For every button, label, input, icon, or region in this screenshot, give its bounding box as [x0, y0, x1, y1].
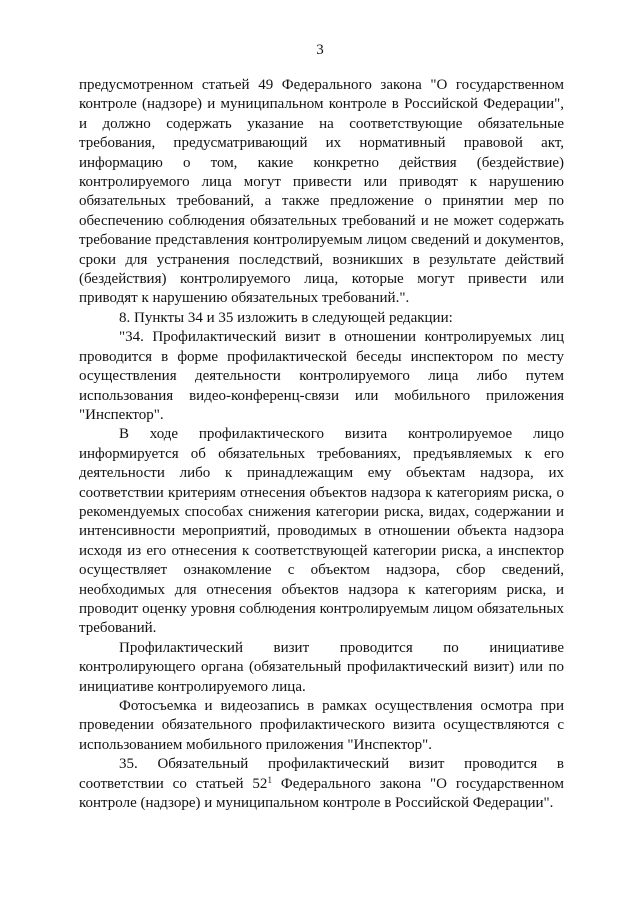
paragraph-item-35	[79, 755, 564, 813]
item-35-text-before: 35. Обязательный профилактический визит проводится в соответствии со статьей 52	[79, 756, 564, 792]
paragraph-photo-video: Фотосъемка и видеозапись в рамках осуществления осмотра при проведении обязательного профилактического визита осуществляются с использованием мобильного приложения "Инспектор".	[79, 698, 564, 753]
paragraph-item-34: "34. Профилактический визит в отношении контролируемых лиц проводится в форме профилактической беседы инспектором по месту осуществления деятельности контролируемого лица либо путем использования видео-конференц-связи или мобильного приложения "Инспектор".	[79, 329, 564, 423]
document-body	[79, 76, 564, 813]
paragraph-visit-content: В ходе профилактического визита контролируемое лицо информируется об обязательных требованиях, предъявляемых к его деятельности либо к принадлежащим ему объектам надзора, их соответствии критериям отнесения объектов надзора к категориям риска, о рекомендуемых способах снижения категории риска, видах, содержании и интенсивности мероприятий, проводимых в отношении объекта надзора исходя из его отнесения к соответствующей категории риска, а инспектор осуществляет ознакомление с объектом надзора, сбор сведений, необходимых для отнесения объектов надзора к категориям риска, и проводит оценку уровня соблюдения контролируемым лицом обязательных требований.	[79, 426, 564, 637]
item-35-superscript: 1	[267, 774, 272, 785]
page-number: 3	[316, 42, 324, 58]
paragraph-item-8: 8. Пункты 34 и 35 изложить в следующей редакции:	[119, 309, 453, 326]
item-35-text-after: Федерального закона "О государственном контроле (надзоре) и муниципальном контроле в Российской Федерации".	[79, 775, 564, 812]
paragraph-continuation: предусмотренном статьей 49 Федерального закона "О государственном контроле (надзоре) и муниципальном контроле в Российской Федерации", и должно содержать указание на соответствующие обязательные требования, предусматривающий их нормативный правовой акт, информацию о том, какие конкретно действия (бездействие) контролируемого лица могут привести или приводят к нарушению обязательных требований, а также предложение о принятии мер по обеспечению соблюдения обязательных требований и не может содержать требование представления контролируемым лицом сведений и документов, сроки для устранения последствий, возникших в результате действий (бездействия) контролируемого лица, которые могут привести или приводят к нарушению обязательных требований.".	[79, 77, 564, 307]
paragraph-visit-initiative: Профилактический визит проводится по инициативе контролирующего органа (обязательный профилактический визит) или по инициативе контролируемого лица.	[79, 639, 564, 695]
